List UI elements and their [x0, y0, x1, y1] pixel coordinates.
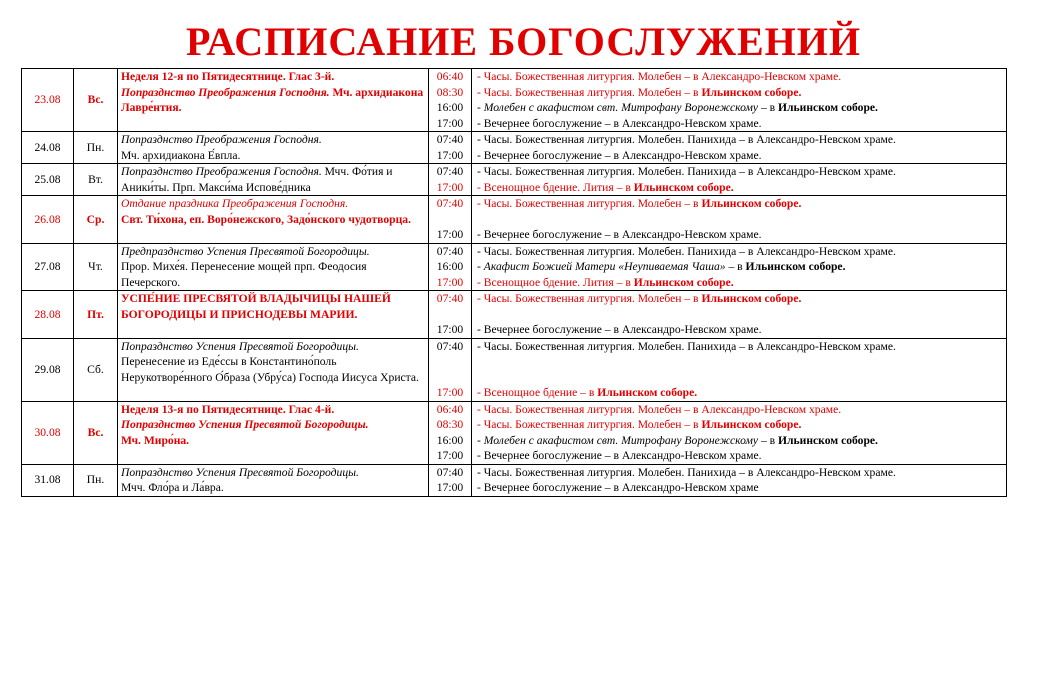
feast-description [118, 132, 429, 164]
service-times [429, 243, 472, 291]
service-time: 06:40 [436, 70, 464, 83]
service-item [477, 339, 1003, 355]
service-text: – в [758, 433, 779, 447]
feast-text: Попразднство Преображения Господня. [121, 85, 333, 99]
service-text: - Часы. Божественная литургия. Молебен. Панихида – в Александро-Невском храме. [477, 244, 896, 258]
service-text: - [477, 260, 484, 273]
service-times [429, 69, 472, 132]
service-item [477, 116, 1003, 132]
service-time: 07:40 [436, 197, 464, 210]
service-text: - Вечернее богослужение – в Александро-Невском храме. [477, 116, 762, 130]
blank-line [431, 212, 469, 228]
feast-description [118, 464, 429, 496]
date-cell: 26.08 [22, 196, 74, 244]
service-text: Ильинском соборе. [778, 433, 878, 447]
blank-line [477, 212, 1003, 228]
service-text: - Вечернее богослужение – в Александро-Невском храме. [477, 228, 762, 241]
service-text: - Часы. Божественная литургия. Молебен – в [477, 292, 702, 305]
service-text: Ильинском соборе. [701, 418, 802, 431]
service-text: Ильинском соборе. [633, 180, 734, 194]
service-times [429, 338, 472, 401]
feast-text: УСПЕ́НИЕ ПРЕСВЯТОЙ ВЛАДЫЧИЦЫ НАШЕЙ БОГОРОДИЦЫ И ПРИСНОДЕВЫ МАРИИ. [121, 292, 391, 321]
feast-text: Неделя 13-я по Пятидесятнице. Глас 4-й. [121, 402, 335, 416]
feast-description [118, 164, 429, 196]
feast-line [121, 291, 425, 322]
blank-line [431, 370, 469, 386]
date-cell: 23.08 [22, 69, 74, 132]
page-title: РАСПИСАНИЕ БОГОСЛУЖЕНИЙ [186, 19, 861, 64]
service-time: 17:00 [436, 148, 464, 162]
blank-line [477, 354, 1003, 370]
weekday-cell: Пн. [74, 464, 118, 496]
date-cell: 30.08 [22, 401, 74, 464]
service-item [477, 164, 1003, 180]
feast-text: Попразднство Преображения Господня. [121, 165, 325, 178]
schedule-row [22, 338, 1007, 401]
service-item [477, 132, 1003, 148]
schedule-row [22, 291, 1007, 339]
service-times [429, 401, 472, 464]
feast-text: Предпразднство Успения Пресвятой Богородицы. [121, 244, 370, 258]
service-text: - Часы. Божественная литургия. Молебен. Панихида – в Александро-Невском храме. [477, 165, 896, 178]
service-text: - Вечернее богослужение – в Александро-Невском храме. [477, 148, 762, 162]
service-time: 17:00 [436, 323, 464, 336]
service-text: Ильинском соборе. [701, 197, 802, 210]
blank-line [431, 354, 469, 370]
service-item [477, 69, 1003, 85]
schedule-row [22, 401, 1007, 464]
service-time: 07:40 [436, 133, 464, 146]
service-text: - Часы. Божественная литургия. Молебен. Панихида – в Александро-Невском храме. [477, 339, 896, 353]
service-list [472, 69, 1007, 132]
weekday-cell: Пн. [74, 132, 118, 164]
feast-line [121, 417, 425, 433]
service-list [472, 196, 1007, 244]
service-time: 17:00 [436, 228, 464, 241]
date-cell: 29.08 [22, 338, 74, 401]
service-text: - Всенощное бдение. Лития – в [477, 180, 634, 194]
feast-line [121, 148, 425, 164]
service-text: - [477, 433, 484, 447]
service-time: 16:00 [436, 260, 464, 273]
service-time: 07:40 [436, 165, 464, 178]
feast-text: Мч. архидиакона Лавре́нтия. [121, 85, 424, 114]
service-text: - Вечернее богослужение – в Александро-Невском храме. [477, 323, 762, 336]
schedule-row [22, 196, 1007, 244]
feast-line [121, 69, 425, 85]
feast-text: Попразднство Преображения Господня. [121, 133, 322, 146]
service-text: - Часы. Божественная литургия. Молебен – в [477, 197, 702, 210]
service-list [472, 132, 1007, 164]
service-text: Акафист Божией Матери «Неупиваемая Чаша» [483, 260, 726, 273]
feast-description [118, 243, 429, 291]
service-time: 07:40 [436, 339, 464, 353]
weekday-cell: Вс. [74, 401, 118, 464]
feast-text: Прор. Михе́я. Перенесение мощей прп. Феодосия Печерского. [121, 260, 367, 289]
service-text: – в [725, 260, 746, 273]
service-times [429, 196, 472, 244]
date-cell: 28.08 [22, 291, 74, 339]
feast-text: Свт. Ти́хона, еп. Воро́нежского, Задо́нского чудотворца. [121, 212, 411, 226]
service-text: Ильинском соборе. [778, 101, 878, 114]
service-item [477, 385, 1003, 401]
feast-description [118, 401, 429, 464]
schedule-row [22, 464, 1007, 496]
weekday-cell: Вс. [74, 69, 118, 132]
service-time: 17:00 [436, 386, 464, 399]
service-list [472, 401, 1007, 464]
service-time: 17:00 [436, 481, 464, 494]
service-text: - Всенощное бдение. Лития – в [477, 275, 634, 289]
service-item [477, 85, 1003, 101]
service-item [477, 465, 1003, 481]
service-text: Ильинском соборе. [597, 386, 698, 399]
feast-line [121, 465, 425, 481]
feast-line [121, 244, 425, 260]
feast-description [118, 338, 429, 401]
blank-line [477, 370, 1003, 386]
schedule-row [22, 164, 1007, 196]
service-item [477, 148, 1003, 164]
feast-line [121, 85, 425, 116]
service-time: 06:40 [436, 402, 464, 416]
feast-text: Попразднство Успения Пресвятой Богородицы. [121, 418, 369, 431]
feast-text: Перенесение из Еде́ссы в Константино́поль Нерукотворе́нного О́браза (Убру́са) Господа Иисуса Христа. [121, 355, 419, 384]
feast-line [121, 164, 425, 195]
service-text: Молебен с акафистом свт. Митрофану Воронежскому [483, 101, 759, 114]
blank-line [431, 307, 469, 323]
service-text: Молебен с акафистом свт. Митрофану Воронежскому [483, 433, 759, 447]
service-time: 17:00 [436, 275, 464, 289]
feast-description [118, 196, 429, 244]
service-item [477, 291, 1003, 307]
feast-text: Мч. Миро́на. [121, 433, 190, 447]
service-text: - Часы. Божественная литургия. Молебен. Панихида – в Александро-Невском храме. [477, 133, 896, 146]
service-list [472, 464, 1007, 496]
schedule-row [22, 69, 1007, 132]
date-cell: 25.08 [22, 164, 74, 196]
service-item [477, 244, 1003, 260]
service-item [477, 275, 1003, 291]
feast-line [121, 196, 425, 212]
feast-line [121, 339, 425, 355]
service-text: - Часы. Божественная литургия. Молебен – в [477, 418, 702, 431]
weekday-cell: Вт. [74, 164, 118, 196]
service-list [472, 338, 1007, 401]
date-cell: 27.08 [22, 243, 74, 291]
weekday-cell: Чт. [74, 243, 118, 291]
date-cell: 31.08 [22, 464, 74, 496]
feast-line [121, 433, 425, 449]
schedule-body [22, 69, 1007, 497]
service-time: 08:30 [436, 85, 464, 99]
service-item [477, 322, 1003, 338]
service-text: Ильинском соборе. [633, 275, 734, 289]
service-text: - Часы. Божественная литургия. Молебен – в Александро-Невском храме. [477, 70, 842, 83]
service-text: - Вечернее богослужение – в Александро-Невском храме [477, 481, 759, 494]
feast-line [121, 212, 425, 228]
blank-line [477, 307, 1003, 323]
service-item [477, 448, 1003, 464]
service-list [472, 291, 1007, 339]
service-item [477, 196, 1003, 212]
service-item [477, 433, 1003, 449]
feast-text: Мчч. Фло́ра и Ла́вра. [121, 481, 224, 494]
service-item [477, 480, 1003, 496]
service-text: - Часы. Божественная литургия. Молебен. Панихида – в Александро-Невском храме. [477, 465, 896, 479]
service-text: - Вечернее богослужение – в Александро-Невском храме. [477, 449, 762, 462]
weekday-cell: Ср. [74, 196, 118, 244]
feast-text: Мчч. Фо́тия и Аники́ты. Прп. Макси́ма Испове́дника [121, 165, 393, 194]
service-list [472, 164, 1007, 196]
feast-line [121, 354, 425, 385]
service-text: - Часы. Божественная литургия. Молебен – в Александро-Невском храме. [477, 402, 842, 416]
service-text: Ильинском соборе. [701, 85, 802, 99]
date-cell: 24.08 [22, 132, 74, 164]
weekday-cell: Сб. [74, 338, 118, 401]
service-item [477, 417, 1003, 433]
feast-line [121, 480, 425, 496]
service-text: Ильинском соборе. [745, 260, 846, 273]
feast-text: Попразднство Успения Пресвятой Богородицы. [121, 339, 359, 353]
service-time: 17:00 [436, 449, 464, 462]
service-text: - Всенощное бдение – в [477, 386, 598, 399]
service-list [472, 243, 1007, 291]
service-time: 16:00 [436, 101, 464, 114]
service-time: 07:40 [436, 465, 464, 479]
service-item [477, 227, 1003, 243]
feast-text: Отдание праздника Преображения Господня. [121, 197, 349, 210]
service-text: - [477, 101, 484, 114]
feast-description [118, 69, 429, 132]
service-time: 07:40 [436, 244, 464, 258]
feast-line [121, 259, 425, 290]
service-item [477, 259, 1003, 275]
service-text: Ильинском соборе. [701, 292, 802, 305]
service-time: 07:40 [436, 292, 464, 305]
service-time: 16:00 [436, 433, 464, 447]
service-times [429, 291, 472, 339]
service-time: 17:00 [436, 116, 464, 130]
schedule-row [22, 132, 1007, 164]
service-item [477, 100, 1003, 116]
service-time: 17:00 [436, 180, 464, 194]
service-time: 08:30 [436, 418, 464, 431]
feast-text: Мч. архидиакона Е́впла. [121, 148, 241, 162]
feast-line [121, 402, 425, 418]
service-item [477, 402, 1003, 418]
schedule-table [21, 68, 1007, 497]
weekday-cell: Пт. [74, 291, 118, 339]
service-item [477, 180, 1003, 196]
feast-line [121, 132, 425, 148]
schedule-row [22, 243, 1007, 291]
service-text: - Часы. Божественная литургия. Молебен – в [477, 85, 702, 99]
service-text: – в [758, 101, 779, 114]
feast-text: Неделя 12-я по Пятидесятнице. Глас 3-й. [121, 70, 335, 83]
service-times [429, 132, 472, 164]
feast-text: Попразднство Успения Пресвятой Богородицы. [121, 465, 359, 479]
service-times [429, 164, 472, 196]
feast-description [118, 291, 429, 339]
service-times [429, 464, 472, 496]
